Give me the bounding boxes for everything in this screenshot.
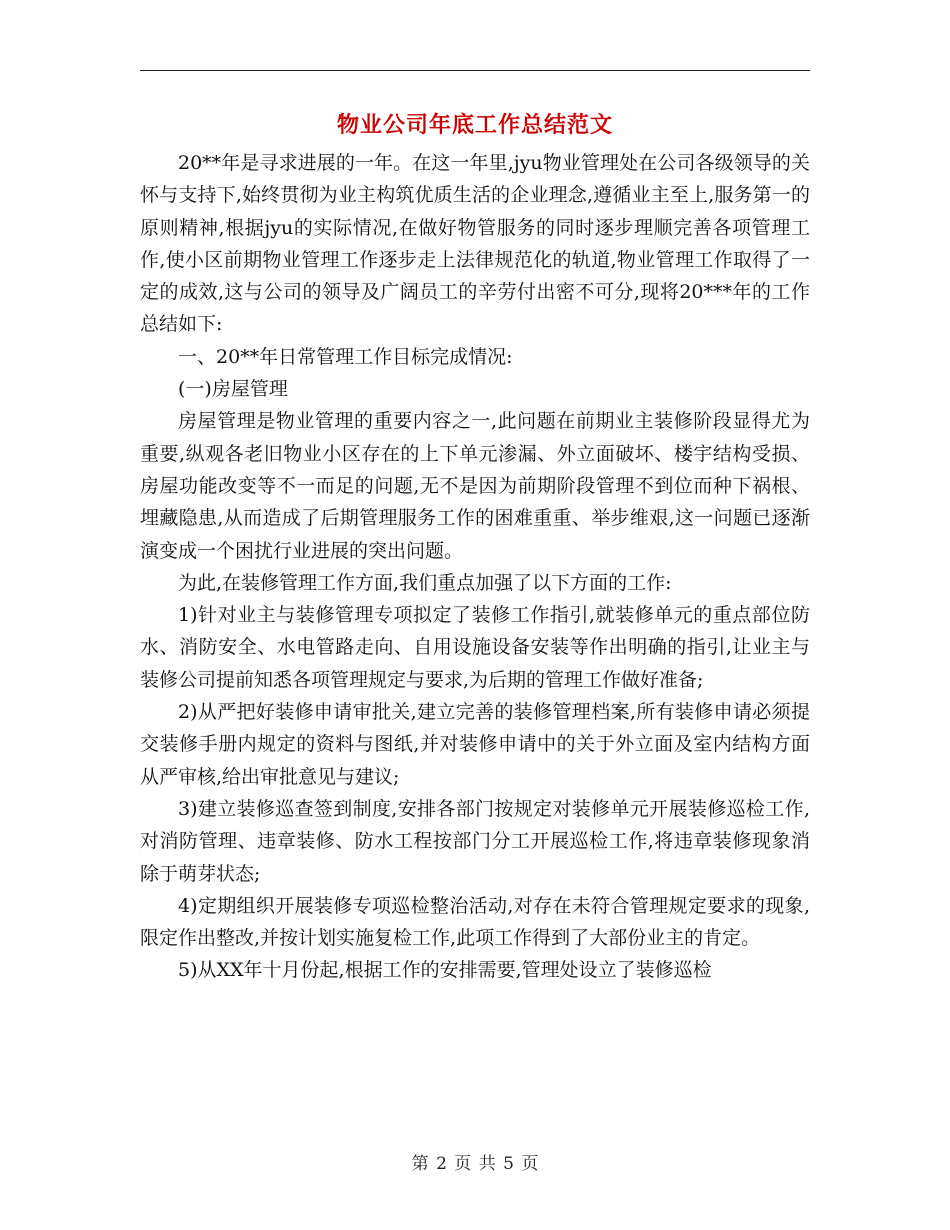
- paragraph-renovation-intro: 为此,在装修管理工作方面,我们重点加强了以下方面的工作:: [178, 571, 672, 594]
- document-title: 物业公司年底工作总结范文: [336, 113, 613, 138]
- subsection-heading-housing: (一)房屋管理: [178, 378, 288, 401]
- header-rule: [140, 70, 810, 71]
- page-footer: 第 2 页 共 5 页: [411, 1154, 539, 1174]
- list-item-2: 2)从严把好装修申请审批关,建立完善的装修管理档案,所有装修申请必须提交装修手册内规定的资料与图纸,并对装修申请中的关于外立面及室内结构方面从严审核,给出审批意见与建议;: [140, 701, 810, 788]
- paragraph-intro: 20**年是寻求进展的一年。在这一年里,jyu物业管理处在公司各级领导的关怀与支持下,始终贯彻为业主构筑优质生活的企业理念,遵循业主至上,服务第一的原则精神,根据jyu的实际情况,在做好物管服务的同时逐步理顺完善各项管理工作,使小区前期物业管理工作逐步走上法律规范化的轨道,物业管理工作取得了一定的成效,这与公司的领导及广阔员工的辛劳付出密不可分,现将20***年的工作总结如下:: [140, 152, 810, 336]
- list-item-3: 3)建立装修巡查签到制度,安排各部门按规定对装修单元开展装修巡检工作,对消防管理、违章装修、防水工程按部门分工开展巡检工作,将违章装修现象消除于萌芽状态;: [140, 797, 810, 885]
- list-item-5: 5)从XX年十月份起,根据工作的安排需要,管理处设立了装修巡检: [178, 959, 712, 982]
- list-item-1: 1)针对业主与装修管理专项拟定了装修工作指引,就装修单元的重点部位防水、消防安全、水电管路走向、自用设施设备安装等作出明确的指引,让业主与装修公司提前知悉各项管理规定与要求,为后期的管理工作做好准备;: [140, 604, 810, 691]
- document-body: [140, 147, 810, 987]
- paragraph-housing: 房屋管理是物业管理的重要内容之一,此问题在前期业主装修阶段显得尤为重要,纵观各老旧物业小区存在的上下单元渗漏、外立面破坏、楼宇结构受损、房屋功能改变等不一而足的问题,无不是因为前期阶段管理不到位而种下祸根、埋藏隐患,从而造成了后期管理服务工作的困难重重、举步维艰,这一问题已逐渐演变成一个困扰行业进展的突出问题。: [140, 410, 810, 562]
- section-heading-1: 一、20**年日常管理工作目标完成情况:: [178, 345, 513, 368]
- list-item-4: 4)定期组织开展装修专项巡检整治活动,对存在未符合管理规定要求的现象,限定作出整改,并按计划实施复检工作,此项工作得到了大部份业主的肯定。: [140, 894, 810, 950]
